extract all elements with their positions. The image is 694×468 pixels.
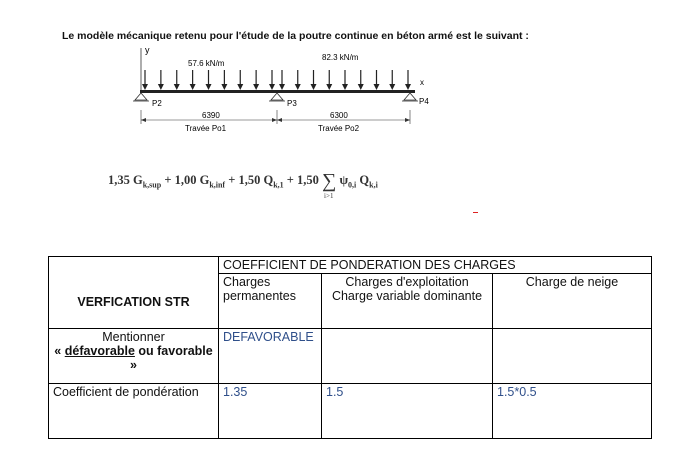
red-mark [473,212,478,213]
span1-label: Travée Po1 [185,124,227,133]
col-snow: Charge de neige [493,274,652,329]
row1-col1: DEFAVORABLE [219,329,322,384]
load2-label: 82.3 kN/m [322,53,359,62]
span2-label: Travée Po2 [318,124,360,133]
row2-label: Coefficient de pondération [49,384,219,439]
support-p2 [133,93,149,101]
span1-length: 6390 [202,111,220,120]
row1-label: Mentionner « défavorable ou favorable » [49,329,219,384]
row1-col3 [493,329,652,384]
weighting-table [48,256,652,439]
row2-col1: 1.35 [219,384,322,439]
col-exploitation: Charges d'exploitation Charge variable dominante [322,274,493,329]
row2-col2: 1.5 [322,384,493,439]
load1-arrows [142,70,275,90]
load-combination-formula: 1,35 $G_{k,sup} + 1,00$ $G_{k,inf} + 1,50$ $Q_{k,1} + 1,50$ ∑ i>1 $\psi_{0,i}$ $Q_{k,i}$ [108,170,378,200]
y-axis-label: y [145,45,150,55]
support-p4 [402,93,418,101]
support-p3 [269,93,285,101]
row1-col2 [322,329,493,384]
group-header: COEFFICIENT DE PONDERATION DES CHARGES [219,257,652,274]
beam-line [140,90,415,93]
intro-text: Le modèle mécanique retenu pour l'étude de la poutre continue en béton armé est le suivant : [62,30,529,42]
support-p2-label: P2 [152,99,162,108]
load1-label: 57.6 kN/m [188,59,225,68]
x-axis-label: x [420,78,424,87]
row-header: VERFICATION STR [49,257,219,329]
beam-diagram [0,0,694,150]
support-p3-label: P3 [287,99,297,108]
support-p4-label: P4 [419,97,429,106]
col-permanent: Charges permanentes [219,274,322,329]
sum-symbol: ∑ i>1 [322,170,337,200]
row2-col3: 1.5*0.5 [493,384,652,439]
span2-length: 6300 [330,111,348,120]
load2-arrows [279,70,411,90]
